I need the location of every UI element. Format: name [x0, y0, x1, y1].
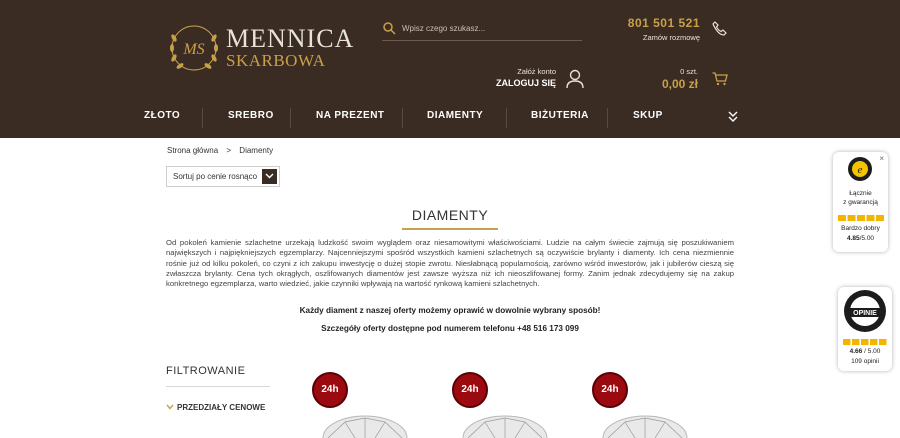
nav-item-skup[interactable]: SKUP: [633, 110, 663, 121]
trust-line-2: z gwarancją: [843, 199, 878, 206]
cart-total: 0,00 zł: [661, 77, 698, 91]
opinie-score-line: [838, 348, 892, 355]
opinie-score-max: / 5.00: [864, 348, 881, 355]
svg-text:e: e: [857, 164, 863, 176]
category-description: Od pokoleń kamienie szlachetne urzekają ludzkość swoim wyglądem oraz niesamowitymi właściwościami. Ludzie na całym świecie zajmują się poszukiwaniem największych i najpiękniejszych egzemplarzy. Najcenniejszymi spośród wszystkich kamieni szlachetnych są oczywiście brylanty i diamenty. Ich cena niezmiennie rośnie już od kilku pokoleń, co czyni z ich zakupu inwestycję o dużej stopie zwrotu. Niesłabnącą popularnością, zarówno wśród inwestorów, jak i jubilerów cieszą się zwłaszcza brylanty. Cena tych okrągłych, oszlifowanych diamentów jest zawsze wyższa niż ich nieoszlifowanej formy. Zanim jednak zdecydujemy się na zakup konkretnego egzemplarza, warto wiedzieć, jakie czynniki wpływają na wartość rynkową kamieni szlachetnych.: [166, 238, 734, 289]
cart-icon[interactable]: [712, 72, 728, 86]
delivery-24h-badge: 24h: [452, 372, 488, 408]
opinie-review-count: 109 opinii: [851, 358, 879, 365]
svg-text:MS: MS: [183, 41, 205, 58]
phone-contact[interactable]: [626, 16, 700, 42]
breadcrumb-current: Diamenty: [239, 146, 274, 155]
nav-divider: [506, 108, 507, 128]
svg-text:OPINIE: OPINIE: [853, 310, 877, 317]
diamond-image: [600, 408, 690, 438]
opinie-badge-icon: [843, 289, 887, 333]
product-card[interactable]: [452, 372, 562, 432]
chevron-double-down-icon[interactable]: [728, 111, 738, 123]
trusted-shops-widget[interactable]: [833, 152, 888, 252]
offer-note: Każdy diament z naszej oferty możemy oprawić w dowolnie wybrany sposób!: [299, 306, 601, 315]
trust-line-1: Łącznie: [849, 190, 872, 197]
brand-logo[interactable]: [166, 18, 356, 84]
filter-group-price[interactable]: [166, 403, 265, 412]
offer-phone-note: Szczegóły oferty dostępne pod numerem telefonu +48 516 173 099: [321, 324, 579, 333]
rating-stars-icon: [843, 339, 887, 345]
trust-score-max: /5.00: [859, 235, 875, 242]
page-title: DIAMENTY: [411, 207, 489, 223]
trust-seal-icon: [847, 156, 873, 182]
search-icon[interactable]: [382, 21, 396, 35]
product-card[interactable]: [312, 372, 422, 432]
user-icon[interactable]: [566, 69, 584, 89]
nav-divider: [607, 108, 608, 128]
sort-dropdown-button[interactable]: [262, 169, 277, 184]
cart-count: 0 szt.: [680, 67, 698, 76]
laurel-emblem-icon: [166, 18, 222, 84]
breadcrumb-separator: >: [226, 146, 232, 155]
delivery-24h-badge: 24h: [312, 372, 348, 408]
close-icon[interactable]: ×: [879, 154, 884, 163]
sort-select[interactable]: [166, 166, 280, 187]
diamond-image: [320, 408, 410, 438]
trust-rating-word: Bardzo dobry: [841, 225, 880, 232]
breadcrumb: [167, 146, 279, 155]
nav-item-zloto[interactable]: ZŁOTO: [144, 110, 181, 121]
callback-link[interactable]: Zamów rozmowę: [642, 33, 700, 42]
trust-score-line: [833, 235, 888, 243]
product-card[interactable]: [592, 372, 702, 432]
nav-divider: [402, 108, 403, 128]
opinie-widget[interactable]: [838, 287, 892, 371]
nav-item-srebro[interactable]: SREBRO: [228, 110, 274, 121]
diamond-image: [460, 408, 550, 438]
register-link[interactable]: Załóż konto: [517, 67, 556, 76]
nav-item-na-prezent[interactable]: NA PREZENT: [316, 110, 385, 121]
login-link[interactable]: ZALOGUJ SIĘ: [495, 78, 556, 88]
nav-divider: [290, 108, 291, 128]
rating-stars-icon: [838, 215, 884, 221]
nav-item-bizuteria[interactable]: BIŻUTERIA: [531, 110, 589, 121]
filter-heading: FILTROWANIE: [166, 365, 246, 377]
phone-number[interactable]: 801 501 521: [627, 16, 700, 30]
breadcrumb-home[interactable]: Strona główna: [167, 146, 219, 155]
trust-score: 4.85: [846, 235, 860, 242]
sort-selected-value: Sortuj po cenie rosnąco: [173, 172, 258, 181]
opinie-score: 4.66: [849, 348, 863, 355]
site-header: [0, 0, 900, 138]
phone-icon[interactable]: [712, 21, 727, 36]
cart-summary[interactable]: [630, 67, 698, 91]
brand-subname: SKARBOWA: [226, 51, 326, 70]
chevron-down-icon: [166, 404, 174, 410]
search-bar: [382, 18, 582, 41]
filter-divider: [166, 386, 270, 387]
account-link[interactable]: [480, 67, 556, 88]
chevron-down-icon: [265, 173, 274, 179]
delivery-24h-badge: 24h: [592, 372, 628, 408]
filter-group-label: PRZEDZIAŁY CENOWE: [177, 403, 266, 412]
nav-item-diamenty[interactable]: DIAMENTY: [427, 110, 484, 121]
search-input[interactable]: [402, 20, 580, 36]
title-underline: [402, 228, 498, 230]
brand-name: MENNICA: [226, 24, 355, 53]
main-nav: [122, 104, 742, 132]
nav-divider: [202, 108, 203, 128]
